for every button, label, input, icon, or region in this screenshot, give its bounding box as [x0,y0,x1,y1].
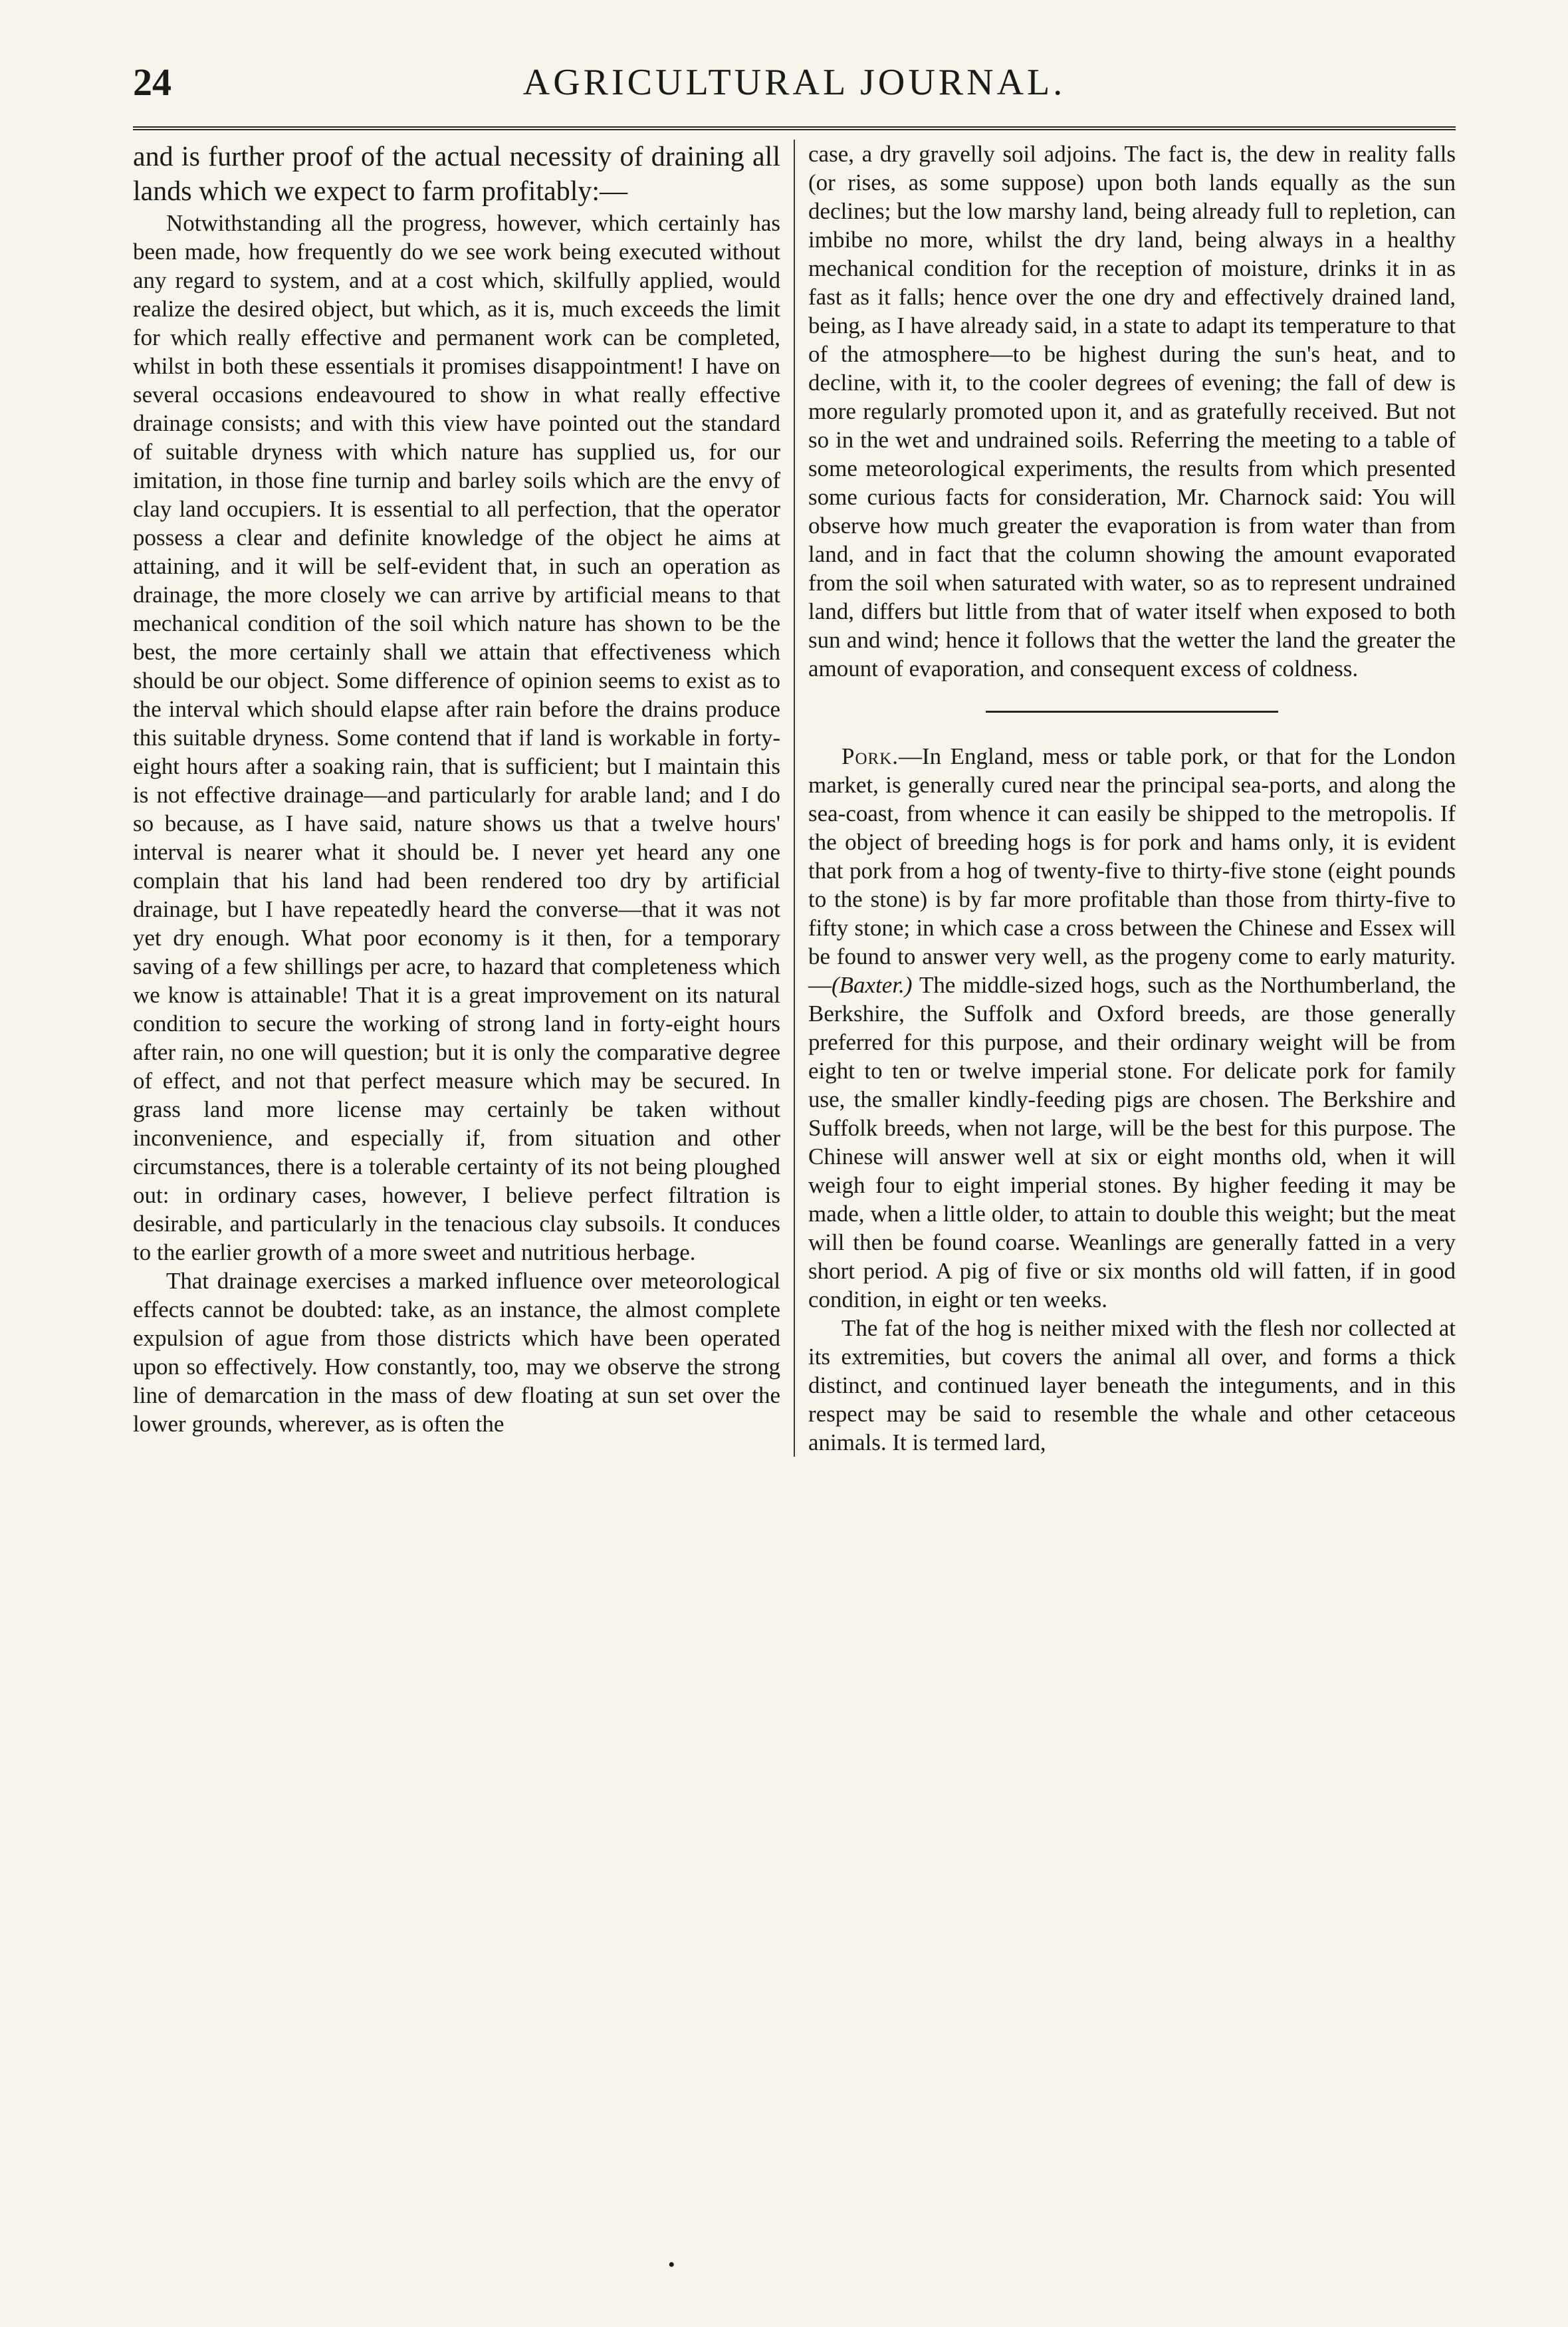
citation-baxter: (Baxter.) [832,972,913,998]
section-heading-pork: Pork. [841,743,899,769]
journal-page [133,53,1456,2274]
paragraph-continuation: and is further proof of the actual necessity of draining all lands which we expect to farm profitably:— [133,142,780,207]
paragraph-drainage-progress: Notwithstanding all the progress, however, which certainly has been made, how frequently do we see work being executed without any regard to system, and at a cost which, skilfully applied, would realize the desired object, but which, as it is, much exceeds the limit for which really effective and permanent work can be completed, whilst in both these essentials it promises disappointment! I have on several occasions endeavoured to show in what really effective drainage consists; and with this view have pointed out the standard of suitable dryness with which nature has supplied us, for our imitation, in those fine turnip and barley soils which are the envy of clay land occupiers. It is essential to all perfection, that the operator possess a clear and definite knowledge of the object he aims at attaining, and it will be self-evident that, in such an operation as drainage, the more closely we can arrive by artificial means to that mechanical condition of the soil which nature has shown to be the best, the more certainly shall we attain that effectiveness which should be our object. Some difference of opinion seems to exist as to the interval which should elapse after rain before the drains produce this suitable dryness. Some contend that if land is workable in forty-eight hours after a soaking rain, that is sufficient; but I maintain this is not effective drainage—and particularly for arable land; and I do so because, as I have said, nature shows us that a twelve hours' interval is nearer what it should be. I never yet heard any one complain that his land had been rendered too dry by artificial drainage, but I have repeatedly heard the converse—that it was not yet dry enough. What poor economy is it then, for a temporary saving of a few shillings per acre, to hazard that completeness which we know is attainable! That it is a great improvement on its natural condition to secure the working of strong land in forty-eight hours after rain, no one will question; but it is only the comparative degree of effect, and not that perfect measure which may be secured. In grass land more license may certainly be taken without inconvenience, and especially if, from situation and other circumstances, there is a tolerable certainty of its not being ploughed out: in ordinary cases, however, I believe perfect filtration is desirable, and particularly in the tenacious clay subsoils. It conduces to the earlier growth of a more sweet and nutritious herbage. [133,210,780,1265]
paragraph-pork [808,742,1456,1314]
right-column [794,140,1456,1457]
section-divider [986,711,1278,713]
left-column [133,140,794,1457]
paragraph-dew-continuation: case, a dry gravelly soil adjoins. The fact is, the dew in reality falls (or rises, as some suppose) upon both lands equally as the sun declines; but the low marshy land, being already full to repletion, can imbibe no more, whilst the dry land, being always in a healthy mechanical condition for the reception of moisture, drinks it in as fast as it falls; hence over the one dry and effectively drained land, being, as I have already said, in a state to adapt its temperature to that of the atmosphere—to be highest during the sun's heat, and to decline, with it, to the cooler degrees of evening; the fall of dew is more regularly promoted upon it, and as gratefully received. But not so in the wet and undrained soils. Referring the meeting to a table of some meteorological experiments, the results from which presented some curious facts for consideration, Mr. Charnock said: You will observe how much greater the evaporation is from water than from land, and in fact that the column showing the amount evaporated from the soil when saturated with water, so as to represent undrained land, differs but little from that of water itself when exposed to both sun and wind; hence it follows that the wetter the land the greater the amount of evaporation, and consequent excess of coldness. [808,141,1456,681]
pork-text-b: The middle-sized hogs, such as the Northumberland, the Berkshire, the Suffolk and Oxford breeds, are those generally preferred for this purpose, and their ordinary weight will be from eight to ten or twelve imperial stone. For delicate pork for family use, the smaller kindly-feeding pigs are chosen. The Berkshire and Suffolk breeds, when not large, will be the best for this purpose. The Chinese will answer well at six or eight months old, when it will weigh four to eight imperial stones. By higher feeding it may be made, when a little older, to attain to double this weight; but the meat will then be found coarse. Weanlings are generally fatted in a very short period. A pig of five or six months old will fatten, if in good condition, in eight or ten weeks. [808,972,1456,1312]
paragraph-meteorological-effects: That drainage exercises a marked influence over meteorological effects cannot be doubted: take, as an instance, the almost complete expulsion of ague from those districts which have been operated upon so effectively. How constantly, too, may we observe the strong line of demarcation in the mass of dew floating at sun set over the lower grounds, wherever, as is often the [133,1268,780,1437]
stray-print-mark: • [668,2254,675,2276]
two-column-body [133,140,1456,1457]
page-number: 24 [133,61,171,104]
running-head [133,53,1456,130]
pork-text-a: —In England, mess or table pork, or that for the London market, is generally cured near the principal sea-ports, and along the sea-coast, from whence it can easily be shipped to the metropolis. If the object of breeding hogs is for pork and hams only, it is evident that pork from a hog of twenty-five to thirty-five stone (eight pounds to the stone) is by far more profitable than those from thirty-five to fifty stone; in which case a cross between the Chinese and Essex will be found to answer very well, as the progeny come to early maturity.— [808,743,1456,998]
journal-title: AGRICULTURAL JOURNAL. [522,62,1066,103]
paragraph-hog-fat: The fat of the hog is neither mixed with the flesh nor collected at its extremities, but covers the animal all over, and forms a thick distinct, and continued layer beneath the integuments, and in this respect may be said to resemble the whale and other cetaceous animals. It is termed lard, [808,1315,1456,1455]
